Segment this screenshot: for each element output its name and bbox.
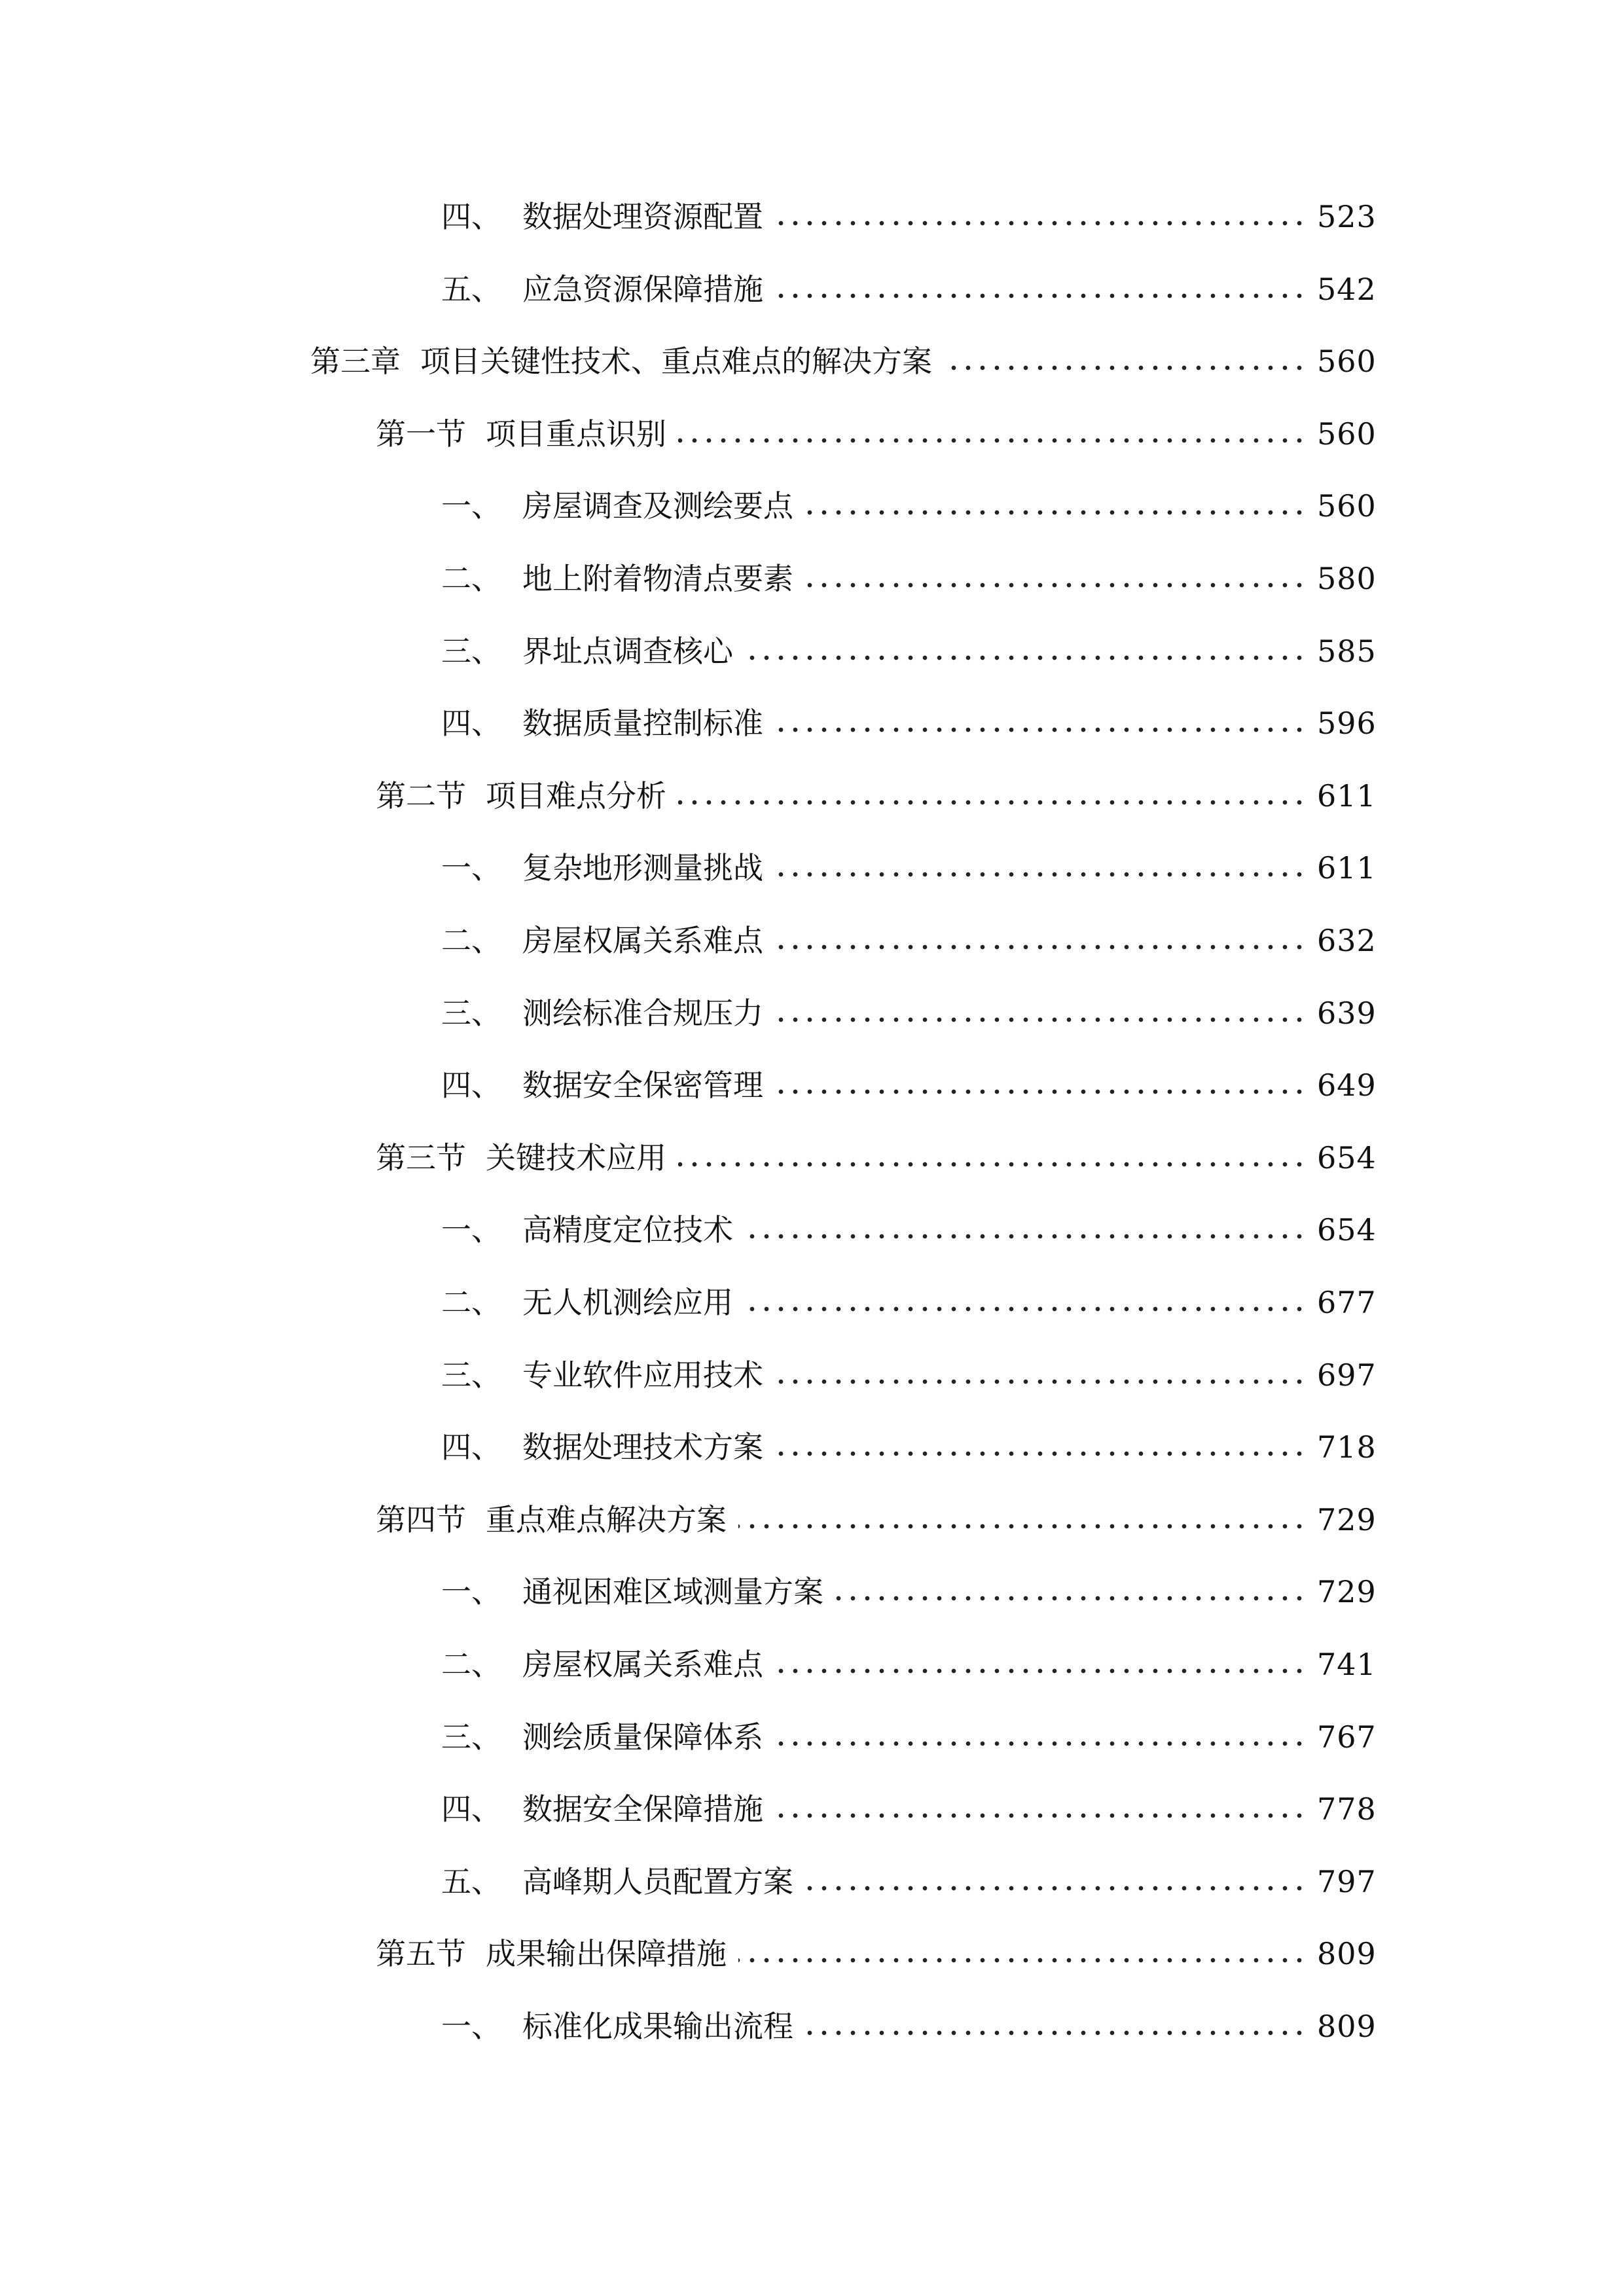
toc-entry-label xyxy=(310,338,932,384)
toc-entry[interactable] xyxy=(441,1641,1377,1687)
toc-entry[interactable] xyxy=(441,1280,1377,1325)
toc-entry-title: 测绘质量保障体系 xyxy=(522,1719,763,1755)
toc-entry-number: 三、 xyxy=(441,1719,501,1755)
toc-entry-number: 四、 xyxy=(441,199,501,234)
toc-entry-title: 数据质量控制标准 xyxy=(522,706,763,741)
toc-entry-number: 二、 xyxy=(441,561,501,596)
toc-entry[interactable] xyxy=(441,918,1377,963)
toc-entry-title: 项目重点识别 xyxy=(486,416,666,452)
toc-entry-page-number: 560 xyxy=(1317,416,1377,452)
dot-leader xyxy=(775,266,1307,312)
toc-entry-title: 应急资源保障措施 xyxy=(522,272,763,307)
dot-leader xyxy=(805,2003,1307,2049)
toc-entry[interactable] xyxy=(376,1135,1377,1181)
dot-leader xyxy=(775,1714,1307,1760)
toc-entry-page-number: 560 xyxy=(1317,488,1377,524)
toc-entry-title: 项目难点分析 xyxy=(486,778,666,814)
toc-entry-page-number: 611 xyxy=(1317,850,1377,886)
toc-entry-label xyxy=(441,1714,763,1760)
toc-entry-number: 四、 xyxy=(441,706,501,741)
toc-entry-label xyxy=(441,483,793,529)
dot-leader xyxy=(738,1931,1307,1977)
toc-entry-label xyxy=(441,1786,763,1832)
toc-entry-title: 项目关键性技术、重点难点的解决方案 xyxy=(420,344,932,379)
dot-leader xyxy=(775,194,1307,240)
toc-entry-label xyxy=(441,556,793,601)
toc-entry-page-number: 729 xyxy=(1317,1574,1377,1609)
toc-entry-label xyxy=(441,990,763,1036)
dot-leader xyxy=(775,845,1307,891)
toc-entry-title: 界址点调查核心 xyxy=(522,634,733,669)
toc-entry-label xyxy=(441,1424,763,1470)
toc-entry[interactable] xyxy=(441,1424,1377,1470)
toc-entry[interactable] xyxy=(376,773,1377,819)
toc-entry-title: 数据安全保密管理 xyxy=(522,1067,763,1103)
dot-leader xyxy=(805,483,1307,529)
toc-entry[interactable] xyxy=(376,1497,1377,1543)
toc-entry-number: 三、 xyxy=(441,1357,501,1393)
toc-entry-label xyxy=(376,1931,727,1977)
dot-leader xyxy=(775,918,1307,963)
toc-entry[interactable] xyxy=(441,1207,1377,1253)
dot-leader xyxy=(805,556,1307,601)
toc-entry-page-number: 580 xyxy=(1317,561,1377,596)
toc-entry-page-number: 639 xyxy=(1317,996,1377,1031)
dot-leader xyxy=(775,1786,1307,1832)
dot-leader xyxy=(775,1424,1307,1470)
toc-entry-label xyxy=(441,266,763,312)
toc-entry[interactable] xyxy=(441,266,1377,312)
toc-entry-number: 二、 xyxy=(441,1285,501,1320)
dot-leader xyxy=(775,1641,1307,1687)
toc-entry-page-number: 585 xyxy=(1317,634,1377,669)
toc-entry-page-number: 523 xyxy=(1317,199,1377,234)
toc-entry[interactable] xyxy=(441,1569,1377,1615)
dot-leader xyxy=(678,1135,1307,1181)
toc-entry-label xyxy=(441,1641,763,1687)
toc-entry-number: 一、 xyxy=(441,2009,501,2044)
toc-entry-number: 四、 xyxy=(441,1067,501,1103)
toc-entry-title: 数据处理资源配置 xyxy=(522,199,763,234)
toc-entry[interactable] xyxy=(441,483,1377,529)
toc-entry-label xyxy=(441,194,763,240)
toc-entry-title: 房屋权属关系难点 xyxy=(522,923,763,958)
toc-entry[interactable] xyxy=(310,338,1377,384)
toc-entry-number: 第五节 xyxy=(376,1936,466,1971)
toc-entry-label xyxy=(441,1280,733,1325)
toc-entry[interactable] xyxy=(441,700,1377,746)
toc-entry-number: 第四节 xyxy=(376,1502,466,1537)
toc-entry-label xyxy=(441,1859,793,1905)
toc-entry-page-number: 729 xyxy=(1317,1502,1377,1537)
toc-entry-label xyxy=(441,628,733,674)
toc-entry[interactable] xyxy=(441,1062,1377,1108)
toc-entry-title: 数据处理技术方案 xyxy=(522,1429,763,1465)
toc-entry-label xyxy=(441,845,763,891)
toc-entry-number: 二、 xyxy=(441,1647,501,1682)
toc-entry-title: 房屋调查及测绘要点 xyxy=(522,488,793,524)
toc-entry-number: 五、 xyxy=(441,272,501,307)
toc-entry-title: 重点难点解决方案 xyxy=(486,1502,727,1537)
dot-leader xyxy=(944,338,1307,384)
dot-leader xyxy=(835,1569,1307,1615)
toc-entry-page-number: 778 xyxy=(1317,1791,1377,1827)
toc-entry-label xyxy=(441,700,763,746)
dot-leader xyxy=(738,1497,1307,1543)
toc-entry[interactable] xyxy=(441,1714,1377,1760)
dot-leader xyxy=(775,700,1307,746)
toc-entry-label xyxy=(441,1569,823,1615)
toc-entry-number: 一、 xyxy=(441,850,501,886)
toc-entry-number: 第三节 xyxy=(376,1140,466,1175)
toc-entry-page-number: 611 xyxy=(1317,778,1377,814)
toc-entry-number: 五、 xyxy=(441,1864,501,1899)
dot-leader xyxy=(745,1280,1307,1325)
dot-leader xyxy=(678,411,1307,457)
toc-entry-page-number: 632 xyxy=(1317,923,1377,958)
toc-entry[interactable] xyxy=(376,1931,1377,1977)
dot-leader xyxy=(775,990,1307,1036)
dot-leader xyxy=(775,1062,1307,1108)
dot-leader xyxy=(745,1207,1307,1253)
toc-entry-number: 一、 xyxy=(441,488,501,524)
toc-entry-page-number: 677 xyxy=(1317,1285,1377,1320)
toc-entry-title: 无人机测绘应用 xyxy=(522,1285,733,1320)
toc-entry[interactable] xyxy=(441,1352,1377,1398)
toc-entry-number: 第二节 xyxy=(376,778,466,814)
toc-entry-label xyxy=(376,411,666,457)
toc-entry-page-number: 654 xyxy=(1317,1140,1377,1175)
toc-entry-title: 专业软件应用技术 xyxy=(522,1357,763,1393)
toc-entry-page-number: 654 xyxy=(1317,1212,1377,1247)
toc-entry[interactable] xyxy=(441,1786,1377,1832)
toc-entry-label xyxy=(376,1497,727,1543)
toc-entry-title: 数据安全保障措施 xyxy=(522,1791,763,1827)
dot-leader xyxy=(678,773,1307,819)
toc-entry-title: 成果输出保障措施 xyxy=(486,1936,727,1971)
toc-entry-page-number: 767 xyxy=(1317,1719,1377,1755)
toc-entry-page-number: 560 xyxy=(1317,344,1377,379)
toc-entry-page-number: 542 xyxy=(1317,272,1377,307)
toc-entry-page-number: 596 xyxy=(1317,706,1377,741)
toc-entry[interactable] xyxy=(441,556,1377,601)
toc-entry-title: 复杂地形测量挑战 xyxy=(522,850,763,886)
toc-entry-title: 高峰期人员配置方案 xyxy=(522,1864,793,1899)
toc-entry[interactable] xyxy=(441,628,1377,674)
toc-entry-number: 一、 xyxy=(441,1212,501,1247)
toc-entry-label xyxy=(441,1207,733,1253)
toc-entry[interactable] xyxy=(441,2003,1377,2049)
toc-entry[interactable] xyxy=(441,194,1377,240)
toc-entry-page-number: 741 xyxy=(1317,1647,1377,1682)
dot-leader xyxy=(775,1352,1307,1398)
toc-entry-number: 四、 xyxy=(441,1429,501,1465)
toc-entry[interactable] xyxy=(441,845,1377,891)
toc-entry-title: 关键技术应用 xyxy=(486,1140,666,1175)
toc-entry-label xyxy=(441,918,763,963)
toc-entry-label xyxy=(441,1352,763,1398)
toc-entry-number: 三、 xyxy=(441,996,501,1031)
toc-entry-page-number: 797 xyxy=(1317,1864,1377,1899)
toc-entry-title: 高精度定位技术 xyxy=(522,1212,733,1247)
toc-entry-page-number: 809 xyxy=(1317,2009,1377,2044)
toc-entry-number: 第一节 xyxy=(376,416,466,452)
toc-entry-label xyxy=(376,773,666,819)
dot-leader xyxy=(805,1859,1307,1905)
toc-entry-number: 二、 xyxy=(441,923,501,958)
toc-entry-page-number: 649 xyxy=(1317,1067,1377,1103)
toc-entry[interactable] xyxy=(376,411,1377,457)
toc-entry[interactable] xyxy=(441,1859,1377,1905)
toc-entry-number: 三、 xyxy=(441,634,501,669)
toc-entry-page-number: 809 xyxy=(1317,1936,1377,1971)
toc-entry-page-number: 718 xyxy=(1317,1429,1377,1465)
toc-entry-page-number: 697 xyxy=(1317,1357,1377,1393)
toc-entry[interactable] xyxy=(441,990,1377,1036)
toc-entry-number: 四、 xyxy=(441,1791,501,1827)
toc-entry-label xyxy=(441,2003,793,2049)
toc-entry-title: 地上附着物清点要素 xyxy=(522,561,793,596)
toc-entry-title: 房屋权属关系难点 xyxy=(522,1647,763,1682)
toc-entry-number: 一、 xyxy=(441,1574,501,1609)
toc-entry-title: 测绘标准合规压力 xyxy=(522,996,763,1031)
toc-entry-title: 标准化成果输出流程 xyxy=(522,2009,793,2044)
toc-entry-title: 通视困难区域测量方案 xyxy=(522,1574,823,1609)
toc-entry-number: 第三章 xyxy=(310,344,401,379)
toc-entry-label xyxy=(441,1062,763,1108)
toc-entry-label xyxy=(376,1135,666,1181)
dot-leader xyxy=(745,628,1307,674)
